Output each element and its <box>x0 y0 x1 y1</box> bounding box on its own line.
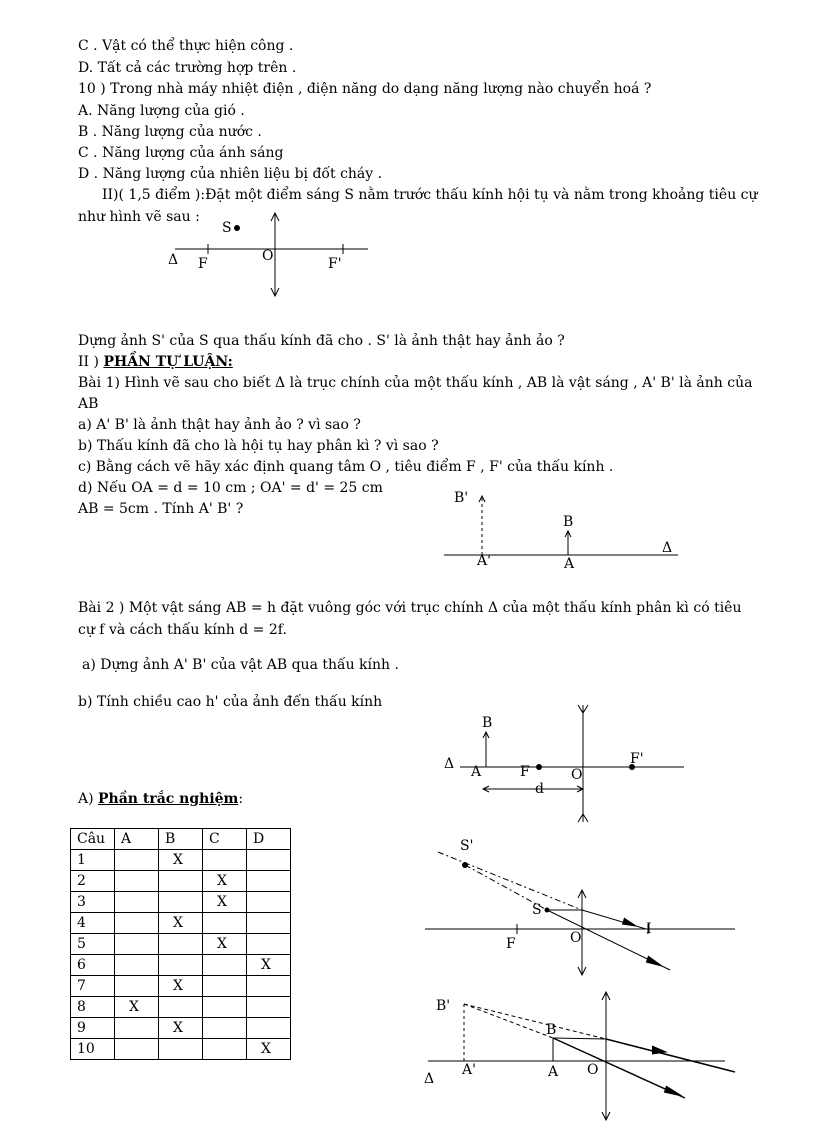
label-a: A <box>564 556 575 572</box>
question-number: 10 <box>71 1039 115 1060</box>
label-b2: B' <box>436 998 451 1014</box>
ray-arrow-2 <box>646 956 662 966</box>
solution-figure-1 <box>420 830 740 980</box>
label-delta: Δ <box>662 540 673 556</box>
answer-table-row <box>71 913 291 934</box>
answer-table-row <box>71 850 291 871</box>
label-a2: A' <box>462 1062 476 1078</box>
answer-cell-b: X <box>159 913 203 934</box>
answer-cell-b <box>159 997 203 1018</box>
answer-cell-c <box>203 1018 247 1039</box>
label-f: F <box>198 256 208 272</box>
answer-cell-a: X <box>115 997 159 1018</box>
answer-cell-c <box>203 1039 247 1060</box>
bai1-figure <box>440 486 685 576</box>
answer-cell-d <box>247 1018 291 1039</box>
answer-cell-d <box>247 892 291 913</box>
answer-table-row <box>71 1039 291 1060</box>
answer-cell-c <box>203 997 247 1018</box>
question-number: 6 <box>71 955 115 976</box>
header-option-b: B <box>159 829 203 850</box>
bai1-c: c) Bằng cách vẽ hãy xác định quang tâm O , tiêu điểm F , F' của thấu kính . <box>78 459 614 475</box>
answer-heading <box>78 790 243 808</box>
answer-cell-b: X <box>159 850 203 871</box>
answer-cell-d: X <box>247 955 291 976</box>
answer-table-row <box>71 976 291 997</box>
question-number: 1 <box>71 850 115 871</box>
answer-cell-c: X <box>203 871 247 892</box>
label-b2: B' <box>454 490 469 506</box>
answer-cell-d <box>247 934 291 955</box>
label-b: B <box>563 514 574 530</box>
label-o: O <box>587 1062 599 1078</box>
answer-cell-b <box>159 892 203 913</box>
header-option-c: C <box>203 829 247 850</box>
label-a: A <box>471 764 482 780</box>
answer-table <box>70 828 291 1060</box>
label-o: O <box>262 248 274 264</box>
question-number: 4 <box>71 913 115 934</box>
ray-arrow-1 <box>652 1046 666 1054</box>
answer-cell-a <box>115 892 159 913</box>
answer-cell-c: X <box>203 934 247 955</box>
bai2-a: a) Dựng ảnh A' B' của vật AB qua thấu kính . <box>82 657 399 673</box>
bai1-a: a) A' B' là ảnh thật hay ảnh ảo ? vì sao ? <box>78 417 361 433</box>
answer-cell-b <box>159 1039 203 1060</box>
answer-cell-a <box>115 1039 159 1060</box>
question-number: 7 <box>71 976 115 997</box>
answer-cell-a <box>115 976 159 997</box>
answer-cell-b <box>159 934 203 955</box>
question-number: 9 <box>71 1018 115 1039</box>
ray-arrow-1 <box>622 918 636 926</box>
q10-option-a: A. Năng lượng của gió . <box>78 103 245 119</box>
label-a2: A' <box>477 553 491 569</box>
bai1-line1: Bài 1) Hình vẽ sau cho biết Δ là trục chính của một thấu kính , AB là vật sáng , A' B' là ảnh của <box>78 375 753 391</box>
point-s2 <box>462 862 468 868</box>
answer-cell-d <box>247 997 291 1018</box>
option-d: D. Tất cả các trường hợp trên . <box>78 60 297 76</box>
converging-lens-figure <box>150 208 380 303</box>
answer-cell-d <box>247 871 291 892</box>
answer-heading-text: Phần trắc nghiệm <box>98 791 239 807</box>
answer-heading-suffix: : <box>238 791 244 807</box>
answer-cell-d: X <box>247 1039 291 1060</box>
label-f: F <box>520 764 530 780</box>
part2-question-line1: II)( 1,5 điểm ):Đặt một điểm sáng S nằm trước thấu kính hội tụ và nằm trong khoảng tiêu cự <box>102 187 758 203</box>
answer-cell-c <box>203 850 247 871</box>
answer-table-row <box>71 892 291 913</box>
answer-table-row <box>71 955 291 976</box>
label-o: O <box>570 930 582 946</box>
label-o: O <box>571 767 583 783</box>
bai2-line2: cự f và cách thấu kính d = 2f. <box>78 622 287 638</box>
answer-cell-c <box>203 955 247 976</box>
label-f2: F' <box>630 751 644 767</box>
bai2-line1: Bài 2 ) Một vật sáng AB = h đặt vuông góc với trục chính Δ của một thấu kính phân kì có tiêu <box>78 600 742 616</box>
focus-f <box>536 764 542 770</box>
ray-arrow-2 <box>664 1086 682 1096</box>
answer-cell-d <box>247 913 291 934</box>
header-option-d: D <box>247 829 291 850</box>
header-option-a: A <box>115 829 159 850</box>
bai2-figure <box>438 700 688 828</box>
label-s: S <box>222 220 232 236</box>
answer-cell-a <box>115 871 159 892</box>
label-f: F <box>506 936 516 952</box>
label-i: I <box>646 921 652 937</box>
bai1-b: b) Thấu kính đã cho là hội tụ hay phân kì ? vì sao ? <box>78 438 439 454</box>
part2-question: Dựng ảnh S' của S qua thấu kính đã cho . S' là ảnh thật hay ảnh ảo ? <box>78 333 565 349</box>
answer-cell-a <box>115 934 159 955</box>
answer-table-row <box>71 871 291 892</box>
point-s <box>234 225 240 231</box>
essay-heading-text: PHẦN TỰ LUẬN: <box>103 354 233 370</box>
answer-table-header <box>71 829 291 850</box>
answer-heading-prefix: A) <box>78 791 99 807</box>
question-number: 2 <box>71 871 115 892</box>
essay-heading <box>78 353 233 371</box>
virtual-extension-1 <box>464 1004 606 1039</box>
answer-cell-b <box>159 871 203 892</box>
bai1-d2: AB = 5cm . Tính A' B' ? <box>78 501 244 517</box>
header-question: Câu <box>71 829 115 850</box>
answer-cell-a <box>115 1018 159 1039</box>
answer-cell-a <box>115 913 159 934</box>
label-f2: F' <box>328 256 342 272</box>
answer-cell-c: X <box>203 892 247 913</box>
ray-refracted-1 <box>582 910 646 929</box>
answer-table-row <box>71 934 291 955</box>
label-b: B <box>546 1022 557 1038</box>
question-number: 8 <box>71 997 115 1018</box>
answer-cell-c <box>203 976 247 997</box>
answer-table-row <box>71 1018 291 1039</box>
answer-cell-c <box>203 913 247 934</box>
bai1-d1: d) Nếu OA = d = 10 cm ; OA' = d' = 25 cm <box>78 480 383 496</box>
answer-cell-a <box>115 850 159 871</box>
label-a: A <box>548 1064 559 1080</box>
essay-heading-prefix: II ) <box>78 354 104 370</box>
virtual-extension-2 <box>464 1004 553 1038</box>
ray-parallel <box>553 1038 606 1039</box>
virtual-extension-1 <box>438 852 582 910</box>
answer-cell-b: X <box>159 976 203 997</box>
option-c: C . Vật có thể thực hiện công . <box>78 38 294 54</box>
label-delta: Δ <box>168 252 179 268</box>
solution-figure-2 <box>420 988 740 1123</box>
answer-cell-b: X <box>159 1018 203 1039</box>
answer-cell-a <box>115 955 159 976</box>
answer-table-row <box>71 997 291 1018</box>
q10-option-c: C . Năng lượng của ánh sáng <box>78 145 284 161</box>
question-number: 5 <box>71 934 115 955</box>
label-delta: Δ <box>424 1071 435 1087</box>
ray-refracted-1 <box>606 1039 735 1072</box>
bai2-b: b) Tính chiều cao h' của ảnh đến thấu kính <box>78 694 383 710</box>
question-10: 10 ) Trong nhà máy nhiệt điện , điện năng do dạng năng lượng nào chuyển hoá ? <box>78 81 652 97</box>
question-number: 3 <box>71 892 115 913</box>
label-s: S <box>532 902 542 918</box>
label-delta: Δ <box>444 756 455 772</box>
answer-cell-b <box>159 955 203 976</box>
answer-cell-d <box>247 976 291 997</box>
q10-option-b: B . Năng lượng của nước . <box>78 124 262 140</box>
label-d: d <box>535 781 544 797</box>
label-b: B <box>482 715 493 731</box>
label-s2: S' <box>460 838 474 854</box>
bai1-line2: AB <box>78 396 99 412</box>
q10-option-d: D . Năng lượng của nhiên liệu bị đốt cháy . <box>78 166 383 182</box>
part2-question-line2: như hình vẽ sau : <box>78 209 200 225</box>
answer-cell-d <box>247 850 291 871</box>
